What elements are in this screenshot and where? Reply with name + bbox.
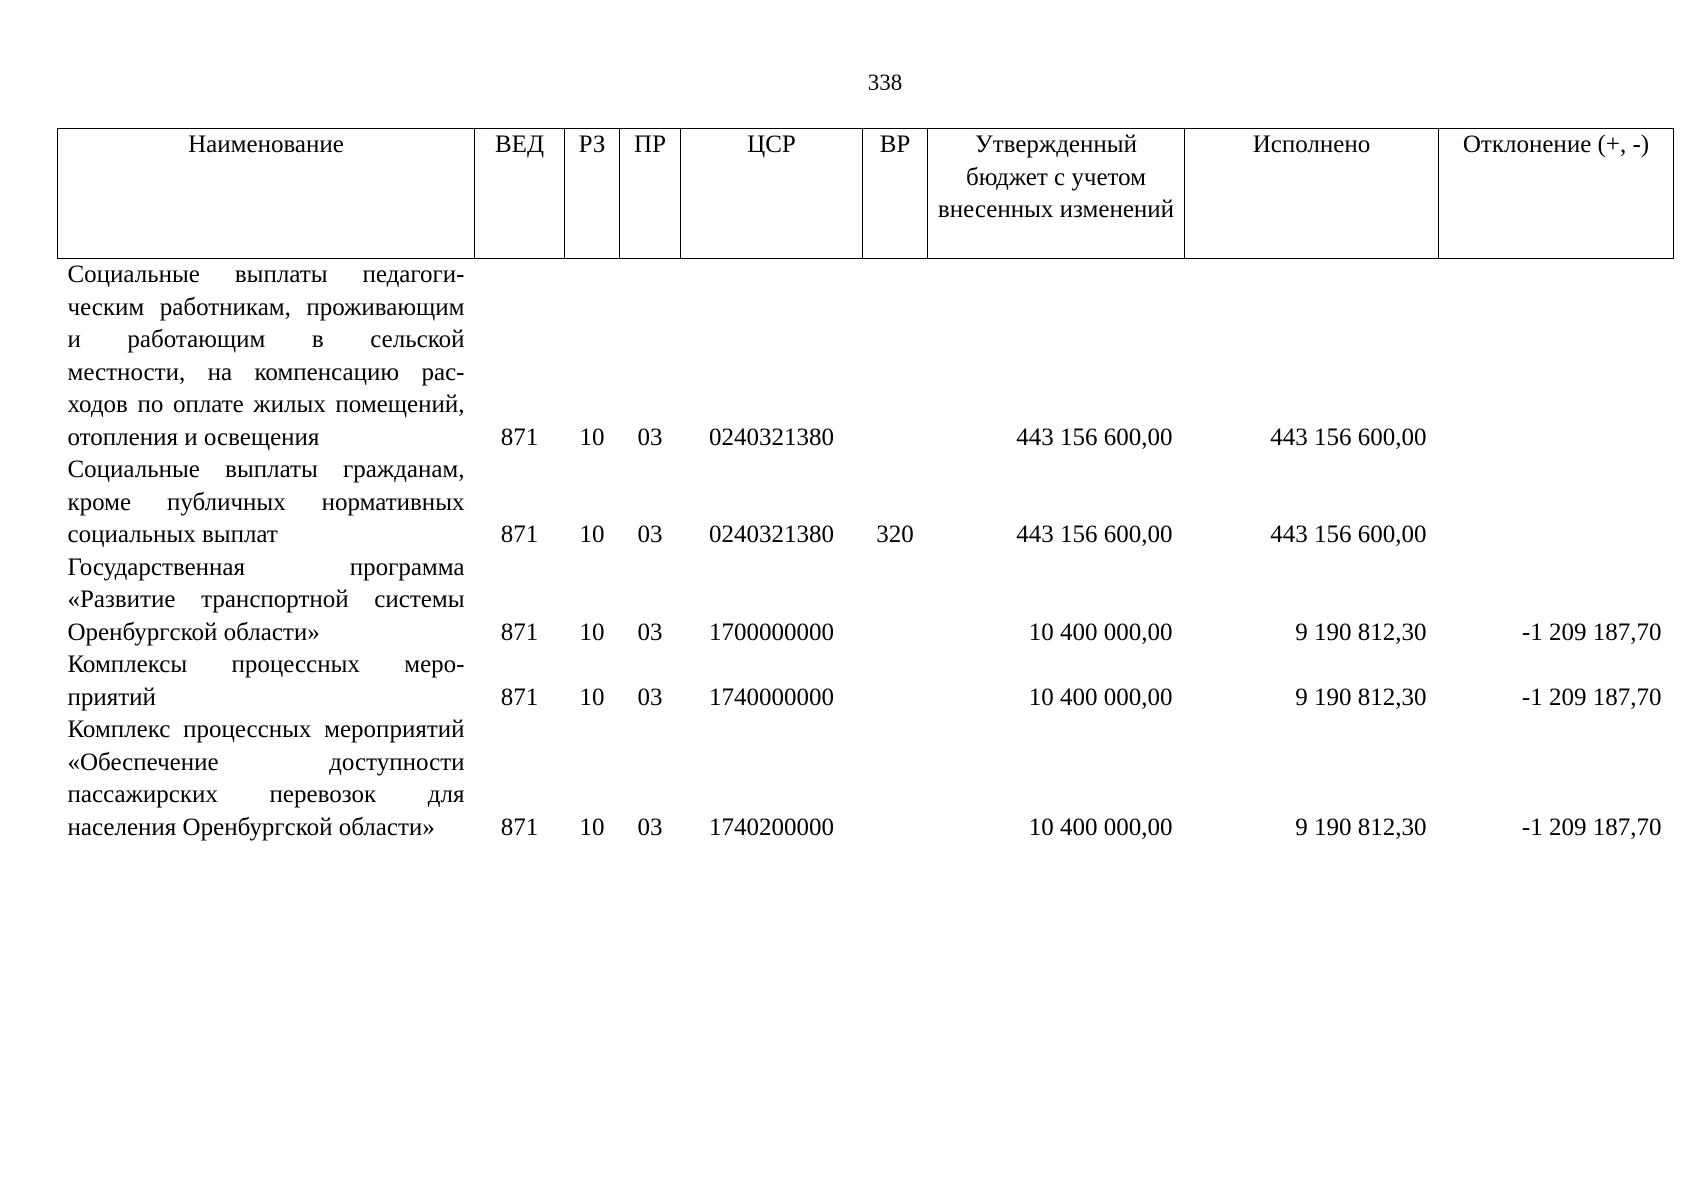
page-number: 338 [867,70,903,95]
header-pr: ПР [620,129,681,259]
row-deviation [1439,259,1674,455]
header-vr: ВР [863,129,928,259]
row-ved: 871 [500,813,539,841]
row-name: Государственная программа «Развитие транспортной системы Оренбургской области» [67,553,465,646]
row-ved: 871 [500,683,539,711]
row-approved: 10 400 000,00 [1028,683,1173,711]
row-rz: 10 [579,618,605,646]
header-ved: ВЕД [475,129,565,259]
row-executed: 9 190 812,30 [1295,618,1427,646]
row-deviation: -1 209 187,70 [1521,618,1662,646]
row-approved: 443 156 600,00 [1016,423,1173,451]
row-pr: 03 [637,521,663,548]
table-row [58,259,1674,455]
header-rz: РЗ [565,129,620,259]
header-approved: Утвержденный бюджет с учетом внесенных изменений [928,129,1185,259]
row-pr: 03 [637,618,663,646]
row-executed: 9 190 812,30 [1295,813,1427,841]
row-approved: 10 400 000,00 [1028,813,1173,841]
row-executed: 443 156 600,00 [1270,521,1427,548]
row-csr: 0240321380 [709,521,834,548]
row-pr: 03 [637,683,663,711]
row-name: Социальные выплаты гражданам, кроме публичных нормативных социальных выплат [67,456,465,548]
row-ved: 871 [500,521,539,548]
row-approved: 10 400 000,00 [1028,618,1173,646]
row-csr: 1700000000 [709,618,834,646]
row-pr: 03 [637,423,663,451]
row-rz: 10 [579,683,605,711]
row-approved: 443 156 600,00 [1016,521,1173,548]
row-vr [863,714,928,844]
table-row [58,552,1674,650]
row-name: Комплексы процессных мероприятий [67,651,465,711]
row-rz: 10 [579,813,605,841]
header-executed: Исполнено [1185,129,1439,259]
row-csr: 1740200000 [709,813,834,841]
header-deviation: Отклонение (+, -) [1439,129,1674,259]
row-ved: 871 [500,618,539,646]
row-name: Комплекс процессных мероприятий «Обеспечение доступности пассажирских перевозок для населения Оренбургской области» [67,716,465,841]
header-name: Наименование [58,129,475,259]
row-executed: 443 156 600,00 [1270,423,1427,451]
row-rz: 10 [579,423,605,451]
row-vr [863,552,928,650]
header-csr: ЦСР [681,129,863,259]
table-row [58,454,1674,552]
table-header-row [58,129,1674,259]
row-pr: 03 [637,813,663,841]
row-csr: 0240321380 [709,423,834,451]
row-vr [863,649,928,714]
row-csr: 1740000000 [709,683,834,711]
row-deviation: -1 209 187,70 [1521,813,1662,841]
row-deviation [1439,454,1674,552]
budget-table [57,128,1674,844]
row-vr [863,259,928,455]
table-row [58,714,1674,844]
row-name: Социальные выплаты педагогическим работникам, проживающим и работающим в сельской местности, на компенсацию расходов по оплате жилых помещений, отопления и освещения [67,261,465,451]
row-vr: 320 [876,521,914,548]
table-row [58,649,1674,714]
row-executed: 9 190 812,30 [1295,683,1427,711]
row-ved: 871 [500,423,539,451]
row-rz: 10 [579,521,605,548]
row-deviation: -1 209 187,70 [1521,683,1662,711]
